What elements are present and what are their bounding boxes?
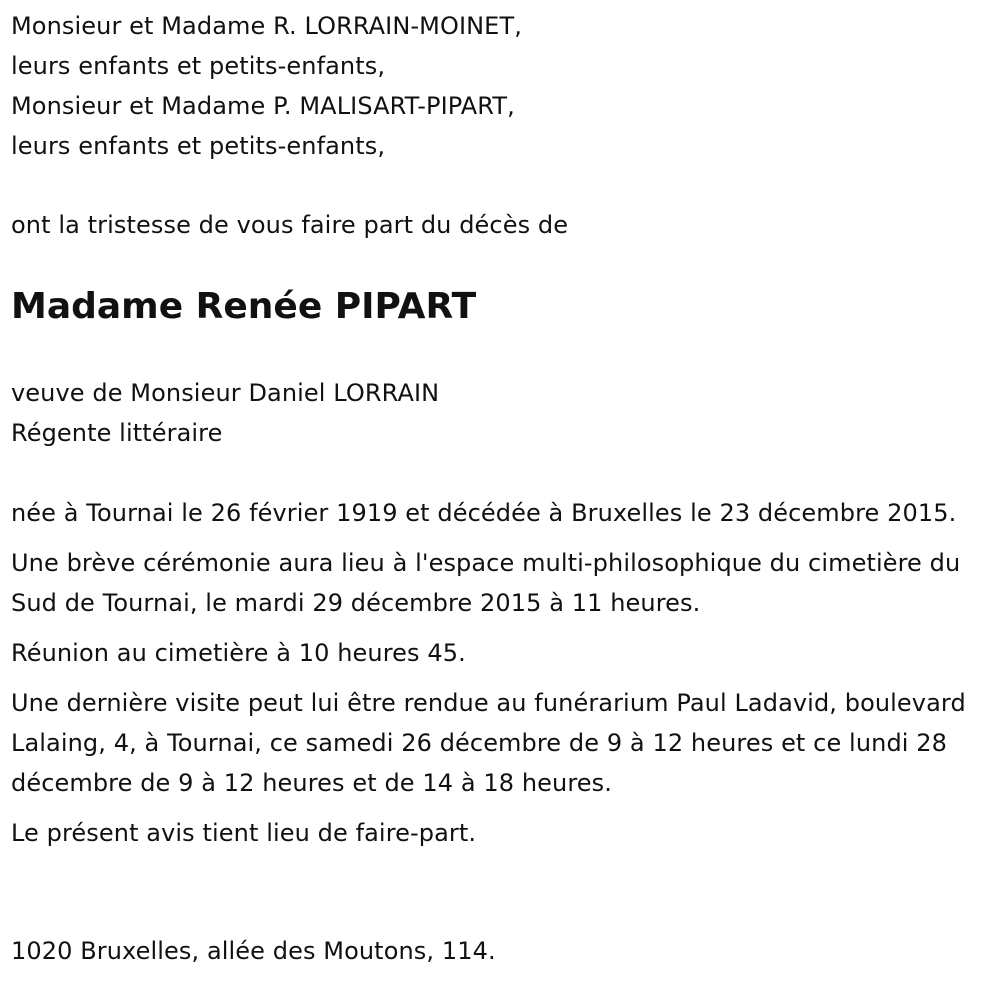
announcers-block (11, 6, 522, 166)
notice-paragraph: Le présent avis tient lieu de faire-part. (11, 819, 477, 847)
deceased-details (11, 373, 439, 453)
announcer-line: leurs enfants et petits-enfants, (11, 52, 386, 80)
ceremony-paragraph: Une brève cérémonie aura lieu à l'espace multi-philosophique du cimetière du Sud de Tournai, le mardi 29 décembre 2015 à 11 heures. (11, 549, 961, 617)
intro-text: ont la tristesse de vous faire part du décès de (11, 211, 569, 239)
widow-of-line: veuve de Monsieur Daniel LORRAIN (11, 379, 440, 407)
announcer-line: Monsieur et Madame R. LORRAIN-MOINET, (11, 12, 522, 40)
reunion-paragraph: Réunion au cimetière à 10 heures 45. (11, 639, 466, 667)
deceased-name: Madame Renée PIPART (11, 286, 477, 327)
visit-paragraph: Une dernière visite peut lui être rendue au funérarium Paul Ladavid, boulevard Lalaing, 4, à Tournai, ce samedi 26 décembre de 9 à 12 heures et ce lundi 28 décembre de 9 à 12 heures et de 14 à 18 heures. (11, 689, 966, 797)
announcer-line: leurs enfants et petits-enfants, (11, 132, 386, 160)
birth-death-paragraph: née à Tournai le 26 février 1919 et décédée à Bruxelles le 23 décembre 2015. (11, 499, 957, 527)
profession-line: Régente littéraire (11, 419, 223, 447)
paragraphs-block (11, 493, 986, 863)
announcer-line: Monsieur et Madame P. MALISART-PIPART, (11, 92, 515, 120)
address-line: 1020 Bruxelles, allée des Moutons, 114. (11, 937, 496, 965)
